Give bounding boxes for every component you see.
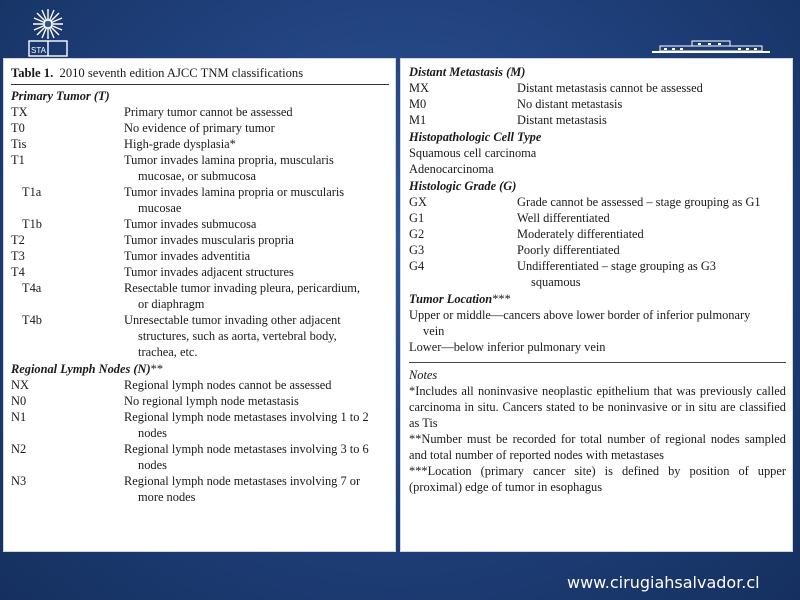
distant-metastasis-row — [409, 96, 786, 112]
distant-metastasis-description — [517, 96, 786, 112]
hospital-logo-icon — [20, 8, 76, 58]
primary-tumor-description — [124, 248, 389, 264]
primary-tumor-row — [11, 152, 389, 184]
regional-nodes-code: NX — [11, 378, 29, 392]
primary-tumor-heading: Primary Tumor (T) — [11, 89, 110, 103]
regional-nodes-code: N2 — [11, 442, 27, 456]
primary-tumor-description — [124, 104, 389, 120]
primary-tumor-code: T2 — [11, 233, 25, 247]
tnm-table-left-panel — [3, 58, 396, 552]
primary-tumor-description-line: Tumor invades adventitia — [124, 249, 251, 263]
distant-metastasis-rows — [409, 80, 786, 128]
primary-tumor-code: T0 — [11, 121, 25, 135]
distant-metastasis-code: M0 — [409, 97, 427, 111]
regional-nodes-description — [124, 393, 389, 409]
regional-nodes-heading — [11, 361, 389, 377]
histologic-grade-row — [409, 258, 786, 290]
note-item: **Number must be recorded for total number of regional nodes sampled and total number of reported nodes with metastases — [409, 432, 786, 462]
primary-tumor-description — [124, 136, 389, 152]
primary-tumor-description-line: Tumor invades muscularis propria — [124, 233, 294, 247]
histologic-grade-row — [409, 194, 786, 210]
primary-tumor-rows — [11, 104, 389, 360]
histologic-grade-description — [517, 242, 786, 258]
primary-tumor-description-line: Unresectable tumor invading other adjacent — [124, 313, 341, 327]
regional-nodes-row — [11, 473, 389, 505]
histologic-grade-row — [409, 226, 786, 242]
regional-nodes-row — [11, 393, 389, 409]
tumor-location-item — [409, 307, 786, 339]
regional-nodes-description — [124, 441, 389, 473]
regional-nodes-code: N3 — [11, 474, 27, 488]
histologic-grade-description — [517, 258, 786, 290]
primary-tumor-code: T1b — [22, 217, 42, 231]
notes-divider — [409, 362, 786, 363]
histologic-grade-description-line: Grade cannot be assessed – stage grouping as G1 — [517, 195, 761, 209]
histologic-grade-description-line: Moderately differentiated — [517, 227, 644, 241]
histologic-grade-code: G4 — [409, 259, 425, 273]
distant-metastasis-description — [517, 112, 786, 128]
cell-type-heading: Histopathologic Cell Type — [409, 130, 542, 144]
regional-nodes-row — [11, 441, 389, 473]
distant-metastasis-row — [409, 112, 786, 128]
primary-tumor-row — [11, 248, 389, 264]
primary-tumor-description-line: Tumor invades lamina propria or muscularis — [124, 185, 345, 199]
primary-tumor-row — [11, 120, 389, 136]
distant-metastasis-description — [517, 80, 786, 96]
distant-metastasis-row — [409, 80, 786, 96]
regional-nodes-description-line: more nodes — [138, 490, 196, 504]
primary-tumor-code: T4 — [11, 265, 25, 279]
regional-nodes-description — [124, 377, 389, 393]
tumor-location-line: vein — [423, 324, 445, 338]
building-icon — [652, 40, 770, 56]
histologic-grade-row — [409, 210, 786, 226]
primary-tumor-code: TX — [11, 105, 28, 119]
regional-nodes-description-line: Regional lymph node metastases involving 3 to 6 — [124, 442, 369, 456]
note-item: *Includes all noninvasive neoplastic epithelium that was previously called carcinoma in situ. Cancers stated to be noninvasive or in situ are classified as Tis — [409, 384, 786, 430]
cell-type-item: Squamous cell carcinoma — [409, 146, 537, 160]
table-caption-text: 2010 seventh edition AJCC TNM classifications — [59, 66, 304, 80]
primary-tumor-description-line: High-grade dysplasia* — [124, 137, 236, 151]
distant-metastasis-description-line: Distant metastasis cannot be assessed — [517, 81, 703, 95]
tumor-location-heading-text: Tumor Location — [409, 292, 493, 306]
tnm-table-right-panel — [400, 58, 793, 552]
distant-metastasis-heading: Distant Metastasis (M) — [409, 65, 526, 79]
histologic-grade-description-line: Undifferentiated – stage grouping as G3 — [517, 259, 717, 273]
histologic-grade-description — [517, 226, 786, 242]
regional-nodes-code: N0 — [11, 394, 27, 408]
histologic-grade-heading: Histologic Grade (G) — [409, 179, 517, 193]
tumor-location-line: Lower—below inferior pulmonary vein — [409, 340, 606, 354]
regional-nodes-heading-text: Regional Lymph Nodes (N) — [11, 362, 151, 376]
cell-type-items — [409, 145, 786, 177]
notes-title: Notes — [409, 368, 438, 382]
primary-tumor-description — [124, 280, 389, 312]
primary-tumor-row — [11, 216, 389, 232]
regional-nodes-code: N1 — [11, 410, 27, 424]
primary-tumor-row — [11, 104, 389, 120]
histologic-grade-code: G2 — [409, 227, 425, 241]
histologic-grade-description-line: Poorly differentiated — [517, 243, 620, 257]
primary-tumor-code: Tis — [11, 137, 27, 151]
primary-tumor-description-line: structures, such as aorta, vertebral body, — [138, 329, 337, 343]
tumor-location-heading — [409, 291, 786, 307]
table-caption — [11, 65, 389, 85]
table-caption-label: Table 1. — [11, 66, 54, 80]
primary-tumor-description-line: mucosae — [138, 201, 182, 215]
tumor-location-items — [409, 307, 786, 355]
primary-tumor-row — [11, 312, 389, 360]
primary-tumor-description-line: or diaphragm — [138, 297, 205, 311]
primary-tumor-description-line: Tumor invades lamina propria, muscularis — [124, 153, 334, 167]
regional-nodes-description — [124, 409, 389, 441]
primary-tumor-description-line: trachea, etc. — [138, 345, 198, 359]
primary-tumor-description — [124, 232, 389, 248]
distant-metastasis-code: MX — [409, 81, 429, 95]
primary-tumor-code: T1 — [11, 153, 25, 167]
tumor-location-item — [409, 339, 786, 355]
tumor-location-line: Upper or middle—cancers above lower border of inferior pulmonary — [409, 308, 751, 322]
histologic-grade-rows — [409, 194, 786, 290]
primary-tumor-description-line: Tumor invades submucosa — [124, 217, 257, 231]
primary-tumor-description-line: Primary tumor cannot be assessed — [124, 105, 293, 119]
distant-metastasis-description-line: Distant metastasis — [517, 113, 607, 127]
tumor-location-heading-suffix: *** — [492, 292, 511, 306]
primary-tumor-code: T1a — [22, 185, 42, 199]
primary-tumor-code: T4b — [22, 313, 42, 327]
primary-tumor-description — [124, 216, 389, 232]
regional-nodes-row — [11, 377, 389, 393]
primary-tumor-description — [124, 312, 389, 360]
primary-tumor-description — [124, 120, 389, 136]
regional-nodes-description-line: Regional lymph node metastases involving 1 to 2 — [124, 410, 369, 424]
histologic-grade-code: G1 — [409, 211, 425, 225]
cell-type-item: Adenocarcinoma — [409, 162, 494, 176]
regional-nodes-row — [11, 409, 389, 441]
regional-nodes-description-line: No regional lymph node metastasis — [124, 394, 299, 408]
regional-nodes-description — [124, 473, 389, 505]
primary-tumor-row — [11, 136, 389, 152]
histologic-grade-description-line: Well differentiated — [517, 211, 610, 225]
primary-tumor-description-line: No evidence of primary tumor — [124, 121, 275, 135]
regional-nodes-heading-suffix: ** — [150, 362, 164, 376]
regional-nodes-description-line: Regional lymph node metastases involving 7 or — [124, 474, 361, 488]
histologic-grade-description — [517, 210, 786, 226]
distant-metastasis-code: M1 — [409, 113, 427, 127]
histologic-grade-code: G3 — [409, 243, 425, 257]
primary-tumor-row — [11, 232, 389, 248]
regional-nodes-description-line: nodes — [138, 426, 167, 440]
footer-website-url: www.cirugiahsalvador.cl — [567, 573, 760, 592]
primary-tumor-row — [11, 184, 389, 216]
primary-tumor-code: T3 — [11, 249, 25, 263]
primary-tumor-row — [11, 264, 389, 280]
primary-tumor-description — [124, 264, 389, 280]
notes-items — [409, 383, 786, 495]
logo-text: STA — [31, 46, 46, 55]
note-item: ***Location (primary cancer site) is defined by position of upper (proximal) edge of tumor in esophagus — [409, 464, 786, 494]
primary-tumor-description — [124, 184, 389, 216]
primary-tumor-row — [11, 280, 389, 312]
histologic-grade-code: GX — [409, 195, 427, 209]
primary-tumor-description-line: mucosae, or submucosa — [138, 169, 257, 183]
primary-tumor-description-line: Resectable tumor invading pleura, pericardium, — [124, 281, 361, 295]
regional-nodes-description-line: nodes — [138, 458, 167, 472]
histologic-grade-description-line: squamous — [531, 275, 581, 289]
distant-metastasis-description-line: No distant metastasis — [517, 97, 623, 111]
regional-nodes-description-line: Regional lymph nodes cannot be assessed — [124, 378, 332, 392]
histologic-grade-row — [409, 242, 786, 258]
primary-tumor-description — [124, 152, 389, 184]
histologic-grade-description — [517, 194, 786, 210]
regional-nodes-rows — [11, 377, 389, 505]
primary-tumor-description-line: Tumor invades adjacent structures — [124, 265, 294, 279]
primary-tumor-code: T4a — [22, 281, 42, 295]
